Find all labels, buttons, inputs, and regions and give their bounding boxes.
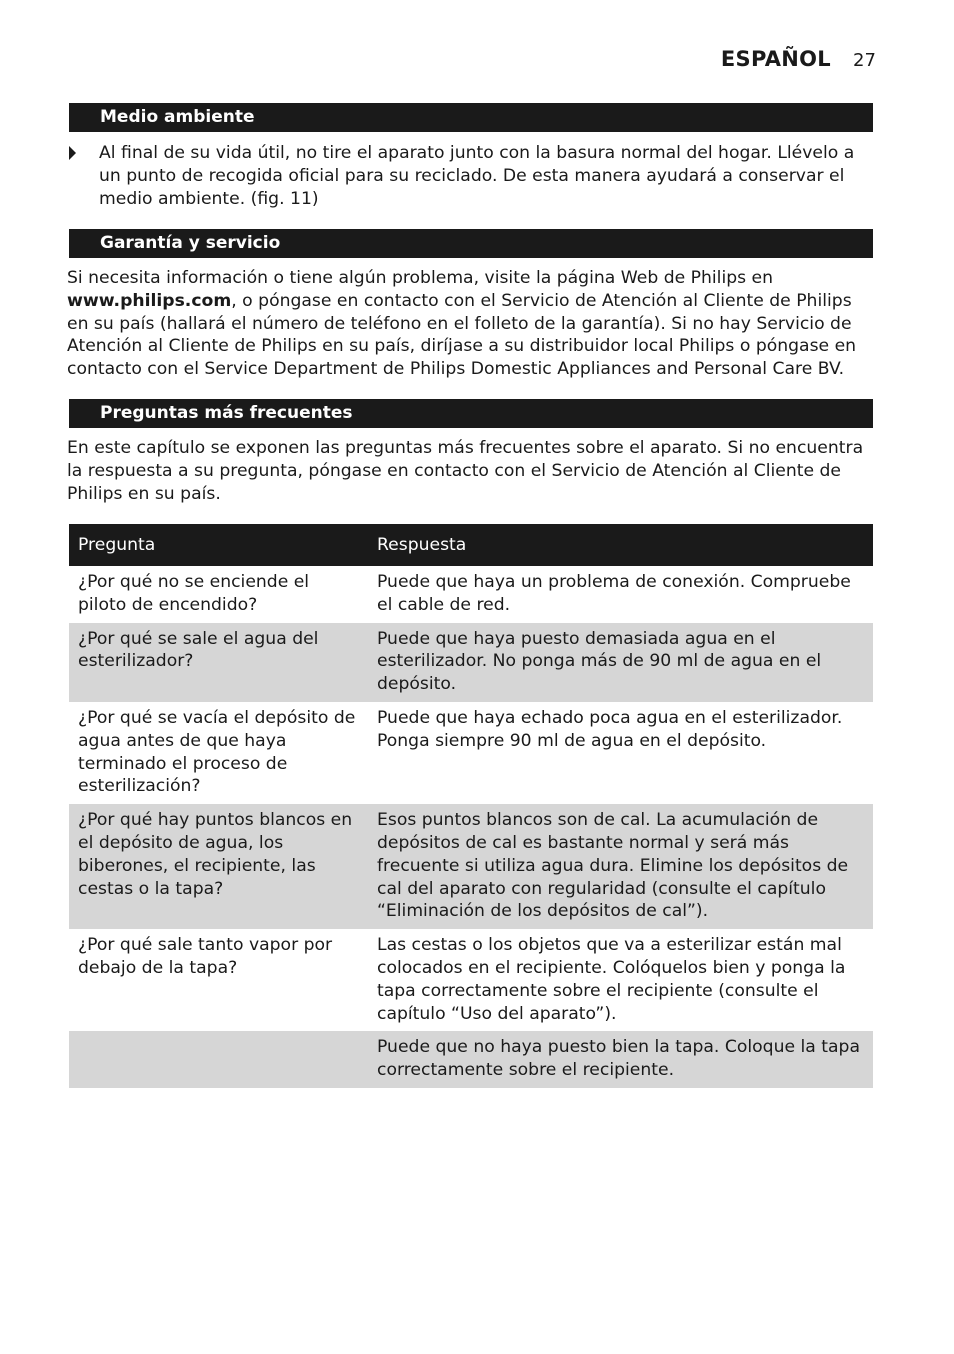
faq-answer-cell: Puede que haya un problema de conexión. Compruebe el cable de red. <box>377 572 851 615</box>
faq-question-cell <box>69 1031 368 1088</box>
faq-answer-cell: Puede que no haya puesto bien la tapa. Coloque la tapa correctamente sobre el recipiente. <box>368 1031 873 1088</box>
faq-header-question: Pregunta <box>69 524 368 566</box>
section-title-environment: Medio ambiente <box>69 103 873 132</box>
faq-header-answer: Respuesta <box>368 524 873 566</box>
table-row <box>69 623 873 702</box>
faq-question-cell: ¿Por qué se vacía el depósito de agua antes de que haya terminado el proceso de esterilización? <box>78 707 356 797</box>
table-row <box>69 1031 873 1088</box>
faq-question-cell: ¿Por qué se sale el agua del esterilizador? <box>69 623 368 702</box>
warranty-text-before-url: Si necesita información o tiene algún problema, visite la página Web de Philips en <box>67 268 774 288</box>
faq-table <box>69 524 873 1088</box>
table-row <box>69 929 873 1031</box>
warranty-paragraph <box>67 267 877 381</box>
faq-answer-cell: Las cestas o los objetos que va a esterilizar están mal colocados en el recipiente. Colóquelos bien y ponga la tapa correctamente sobre el recipiente (consulte el capítulo “Uso del aparato”). <box>377 935 846 1024</box>
bullet-arrow-icon <box>69 146 76 160</box>
table-row <box>69 702 873 804</box>
faq-question-cell: ¿Por qué sale tanto vapor por debajo de la tapa? <box>78 935 333 978</box>
faq-question-cell: ¿Por qué hay puntos blancos en el depósito de agua, los biberones, el recipiente, las cestas o la tapa? <box>69 804 368 929</box>
table-row <box>69 566 873 623</box>
faq-question-cell: ¿Por qué no se enciende el piloto de encendido? <box>78 572 310 615</box>
environment-bullet-text: Al final de su vida útil, no tire el aparato junto con la basura normal del hogar. Llévelo a un punto de recogida oficial para su reciclado. De esta manera ayudará a conservar el medio ambiente. (fig. 11) <box>99 143 855 209</box>
language-label: ESPAÑOL <box>720 47 831 71</box>
faq-answer-cell: Puede que haya echado poca agua en el esterilizador. Ponga siempre 90 ml de agua en el depósito. <box>377 707 843 751</box>
faq-answer-cell: Esos puntos blancos son de cal. La acumulación de depósitos de cal es bastante normal y será más frecuente si utiliza agua dura. Elimine los depósitos de cal del aparato con regularidad (consulte el capítulo “Eliminación de los depósitos de cal”). <box>368 804 873 929</box>
section-title-warranty: Garantía y servicio <box>69 229 873 258</box>
warranty-text-after-url: , o póngase en contacto con el Servicio de Atención al Cliente de Philips en su país (hallará el número de teléfono en el folleto de la garantía). Si no hay Servicio de Atención al Cliente de Philips en su país, diríjase a su distribuidor local Philips o póngase en contacto con el Service Department de Philips Domestic Appliances and Personal Care BV. <box>67 290 857 380</box>
faq-intro-text: En este capítulo se exponen las preguntas más frecuentes sobre el aparato. Si no encuentra la respuesta a su pregunta, póngase en contacto con el Servicio de Atención al Cliente de Philips en su país. <box>67 438 864 504</box>
table-row <box>69 804 873 929</box>
faq-answer-cell: Puede que haya puesto demasiada agua en el esterilizador. No ponga más de 90 ml de agua en el depósito. <box>368 623 873 702</box>
philips-url-link[interactable]: www.philips.com <box>67 290 232 311</box>
faq-table-header-row <box>69 524 873 566</box>
page-number: 27 <box>853 50 876 71</box>
section-title-faq: Preguntas más frecuentes <box>69 399 873 428</box>
